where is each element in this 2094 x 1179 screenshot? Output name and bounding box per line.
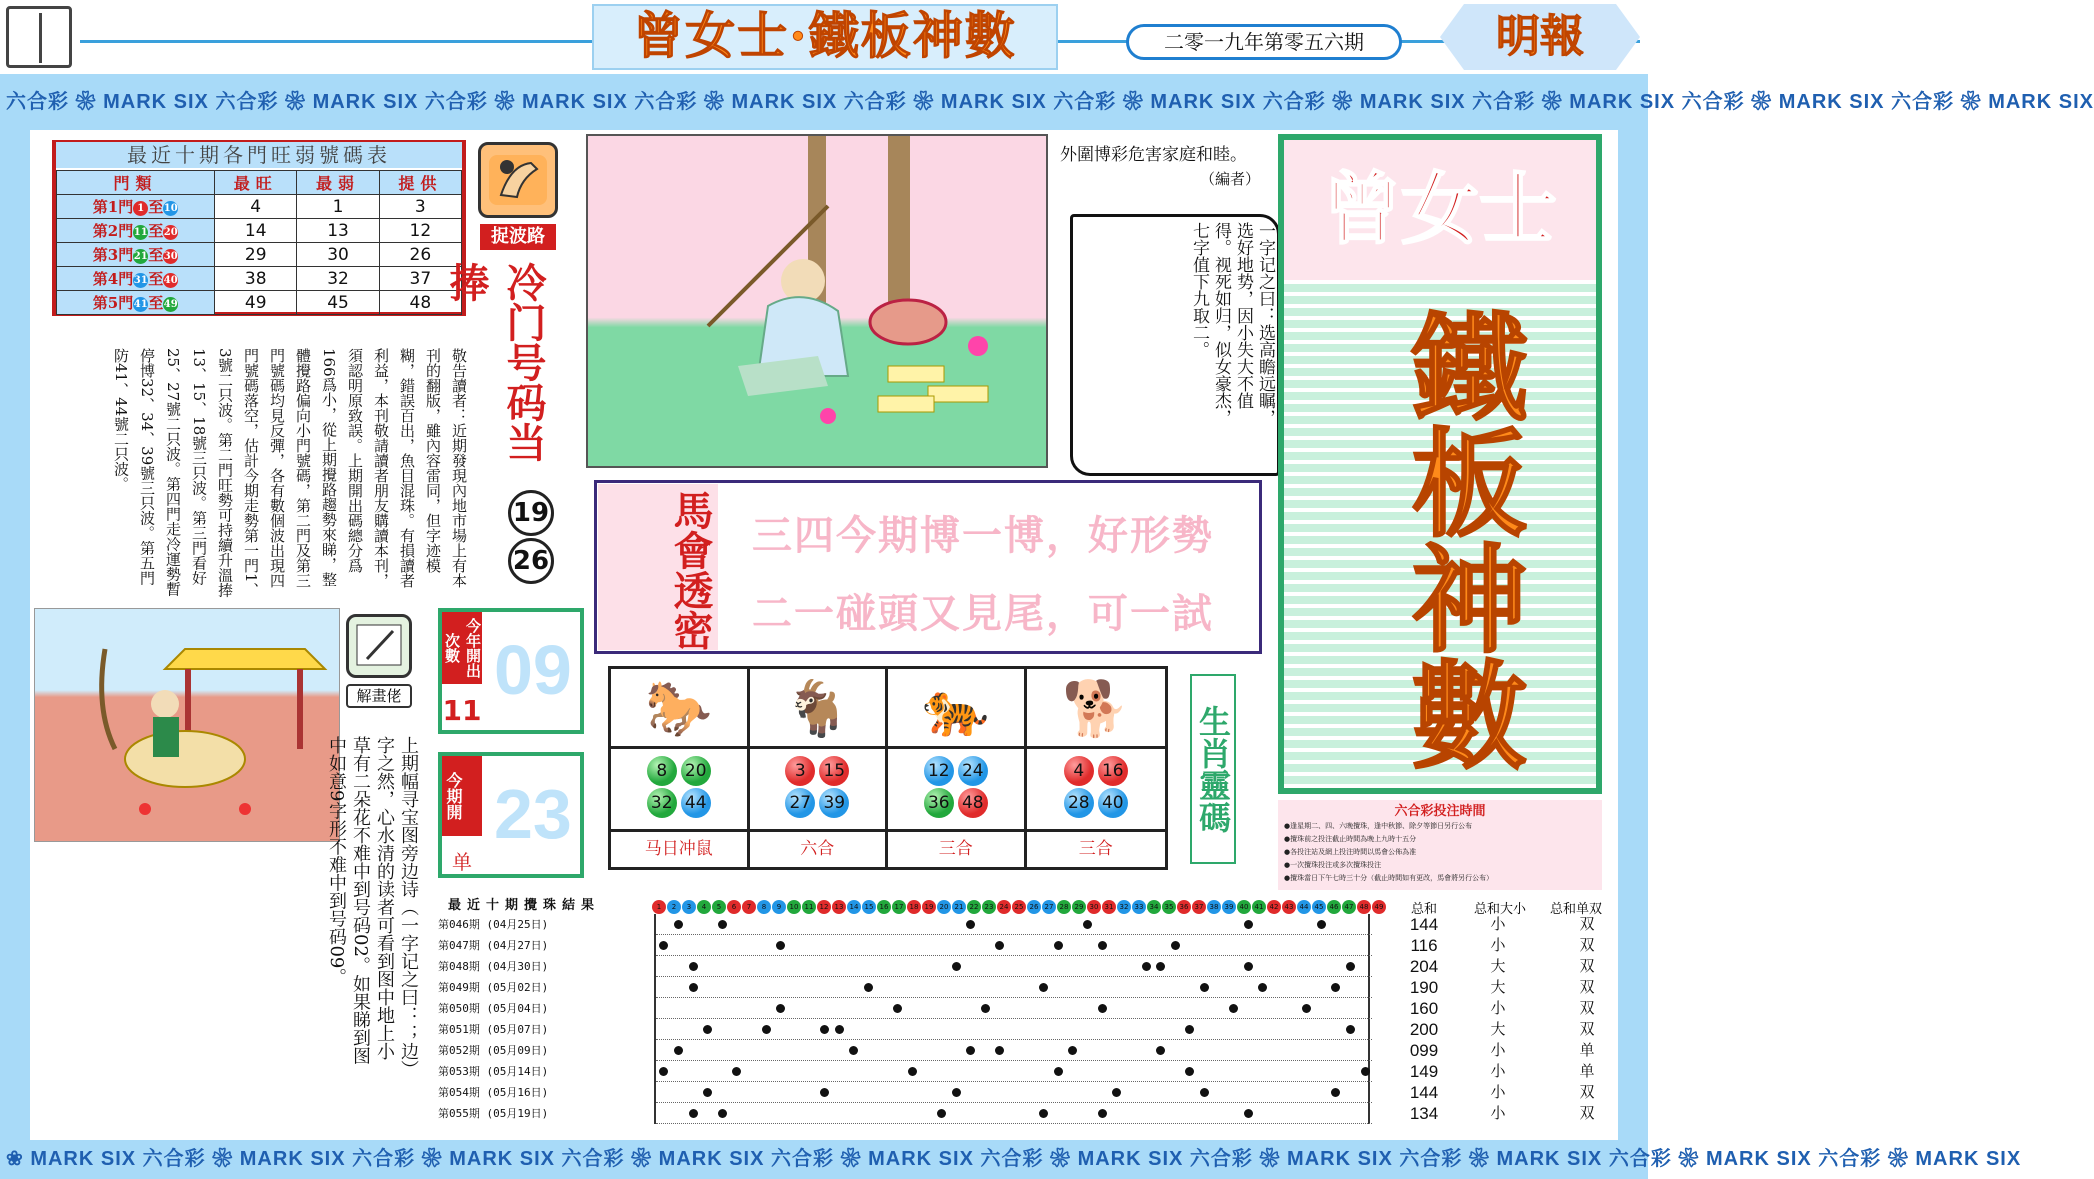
cell-offer: 26	[379, 243, 461, 267]
cell-category	[57, 219, 215, 243]
number-header-ball: 7	[742, 900, 756, 914]
result-row	[656, 1103, 1372, 1124]
category-label: 第3門	[92, 246, 134, 264]
drawn-number-mark	[1346, 962, 1355, 971]
number-header-ball: 35	[1162, 900, 1176, 914]
zodiac-balls	[1056, 749, 1136, 829]
result-row	[656, 998, 1372, 1019]
schedule-note: ●攪珠當日下午七時三十分（截止時間如有更改，馬會將另行公布）	[1284, 874, 1494, 882]
result-odd-even: 双	[1579, 978, 1595, 996]
category-label: 第4門	[92, 270, 134, 288]
drawn-number-mark	[966, 1046, 975, 1055]
number-ball: 36	[924, 788, 954, 818]
result-issue-label: 第049期 (05月02日)	[438, 981, 549, 994]
cell-offer: 12	[379, 219, 461, 243]
drawn-number-mark	[995, 941, 1004, 950]
result-row	[656, 1061, 1372, 1082]
number-header-ball: 45	[1312, 900, 1326, 914]
count-issue-sub: 单	[452, 850, 472, 874]
drawn-number-mark	[674, 920, 683, 929]
number-header-ball: 2	[667, 900, 681, 914]
drawn-number-mark	[1054, 941, 1063, 950]
number-header-ball: 41	[1252, 900, 1266, 914]
zodiac-footer: 三合	[888, 829, 1024, 867]
table-row	[57, 291, 462, 315]
range-ball: 20	[163, 226, 178, 238]
result-size: 大	[1490, 957, 1506, 975]
hand-icon	[478, 142, 558, 218]
result-size: 小	[1490, 999, 1506, 1017]
mark-six-strip-bottom	[0, 1140, 2022, 1179]
result-row	[656, 935, 1372, 956]
number-ball: 4	[1064, 756, 1094, 786]
number-header-ball: 39	[1222, 900, 1236, 914]
drawn-number-mark	[732, 1067, 741, 1076]
number-ball: 32	[647, 788, 677, 818]
number-header-ball: 36	[1177, 900, 1191, 914]
number-ball: 24	[958, 756, 988, 786]
cell-cold: 1	[297, 195, 379, 219]
result-sum: 099	[1409, 1041, 1439, 1060]
number-header-ball: 6	[727, 900, 741, 914]
cell-cold: 45	[297, 291, 379, 315]
drawn-number-mark	[776, 1004, 785, 1013]
result-odd-even: 双	[1579, 1104, 1595, 1122]
result-odd-even: 双	[1579, 957, 1595, 975]
scene-illustration-1	[586, 134, 1048, 468]
number-header-ball: 21	[952, 900, 966, 914]
result-row	[656, 977, 1372, 998]
drawn-number-mark	[995, 1046, 1004, 1055]
result-issue-label: 第054期 (05月16日)	[438, 1086, 549, 1099]
number-header-ball: 10	[787, 900, 801, 914]
number-header-ball: 22	[967, 900, 981, 914]
cell-hot: 14	[215, 219, 297, 243]
cell-hot: 29	[215, 243, 297, 267]
drawn-number-mark	[1156, 962, 1165, 971]
result-sum: 190	[1409, 978, 1439, 997]
number-header-ball: 4	[697, 900, 711, 914]
drawn-number-mark	[1068, 1046, 1077, 1055]
result-issue-label: 第055期 (05月19日)	[438, 1107, 549, 1120]
number-header-ball: 11	[802, 900, 816, 914]
number-header-ball: 27	[1042, 900, 1056, 914]
drawn-number-mark	[1346, 1025, 1355, 1034]
number-ball: 39	[819, 788, 849, 818]
book-icon	[6, 6, 72, 68]
zodiac-balls	[639, 749, 719, 829]
schedule-note: ●一次攪珠投注或多次攪珠投注	[1284, 861, 1382, 869]
range-ball: 10	[163, 202, 178, 214]
zodiac-tiger	[888, 669, 1027, 867]
drawn-number-mark	[659, 941, 668, 950]
result-sum: 204	[1409, 957, 1439, 976]
drawn-number-mark	[952, 1088, 961, 1097]
drawn-number-mark	[1039, 1109, 1048, 1118]
drawn-number-mark	[937, 1109, 946, 1118]
count-issue-label	[442, 756, 482, 836]
zhuobolu-label: 捉波路	[480, 224, 556, 250]
number-header-ball: 42	[1267, 900, 1281, 914]
number-header-ball: 23	[982, 900, 996, 914]
right-title-text: 鐵板神數	[1392, 307, 1528, 771]
schedule-title: 六合彩投注時間	[1394, 804, 1486, 819]
col-header-size: 总和大小	[1473, 902, 1526, 917]
jiehualao-text: 上期幅寻宝图旁边诗（一字记之曰：；边）字之然，心水清的读者可看到图中地上小草有二朵花不难中到号码02。如果睇到图中如意9字形不难中到号码09。	[326, 736, 419, 1069]
cell-offer: 3	[379, 195, 461, 219]
number-header-ball: 43	[1282, 900, 1296, 914]
result-size: 小	[1490, 936, 1506, 954]
result-odd-even: 双	[1579, 999, 1595, 1017]
zodiac-balls	[916, 749, 996, 829]
result-row	[656, 956, 1372, 977]
number-header-ball: 16	[877, 900, 891, 914]
cell-category	[57, 195, 215, 219]
jiehualao-label: 解畫佬	[346, 684, 412, 708]
number-ball: 12	[924, 756, 954, 786]
number-header-ball: 9	[772, 900, 786, 914]
mahui-line-2: 二一碰頭又見尾，可一試	[752, 590, 1214, 637]
results-grid	[654, 914, 1370, 1124]
results-title: 最近十期攪珠結果	[448, 898, 601, 913]
poem-text: 一字记之曰：选高瞻远瞩，选好地势，因小失大不值得。视死如归，似女豪杰，七字值下九取二。	[1189, 222, 1275, 426]
number-header-ball: 37	[1192, 900, 1206, 914]
drawn-number-mark	[718, 920, 727, 929]
page-title: 曾女士·鐵板神數	[633, 6, 1017, 65]
drawn-number-mark	[689, 1109, 698, 1118]
number-header-ball: 49	[1372, 900, 1386, 914]
results-number-header	[652, 894, 1384, 912]
drawn-number-mark	[1244, 1109, 1253, 1118]
tiger-icon: 🐅	[888, 669, 1024, 749]
drawn-number-mark	[689, 983, 698, 992]
range-ball: 11	[133, 226, 148, 238]
number-header-ball: 13	[832, 900, 846, 914]
drawn-number-mark	[1098, 1004, 1107, 1013]
range-ball: 1	[133, 201, 148, 216]
zodiac-footer: 马日冲鼠	[611, 829, 747, 867]
mahui-line-1: 三四今期博一博，好形勢	[752, 512, 1214, 559]
cell-cold: 13	[297, 219, 379, 243]
drawn-number-mark	[659, 1067, 668, 1076]
result-sum: 149	[1409, 1062, 1439, 1081]
result-size: 大	[1490, 1020, 1506, 1038]
zodiac-side-label-box	[1190, 674, 1236, 864]
number-ball: 8	[647, 756, 677, 786]
result-sum: 116	[1410, 936, 1438, 955]
number-ball: 44	[681, 788, 711, 818]
drawn-number-mark	[1054, 1067, 1063, 1076]
number-header-ball: 34	[1147, 900, 1161, 914]
zodiac-horse	[611, 669, 750, 867]
number-ball: 20	[681, 756, 711, 786]
result-issue-label: 第053期 (05月14日)	[438, 1065, 549, 1078]
result-odd-even: 双	[1579, 1083, 1595, 1101]
drawn-number-mark	[1142, 962, 1151, 971]
goat-icon: 🐐	[750, 669, 886, 749]
result-size: 大	[1490, 978, 1506, 996]
number-header-ball: 44	[1297, 900, 1311, 914]
number-header-ball: 30	[1087, 900, 1101, 914]
drawn-number-mark	[703, 1088, 712, 1097]
number-header-ball: 20	[937, 900, 951, 914]
number-header-ball: 47	[1342, 900, 1356, 914]
range-ball: 40	[163, 274, 178, 286]
mahui-label: 馬會透密	[667, 490, 714, 650]
poem-editor: （編者）	[1200, 170, 1261, 188]
drawn-number-mark	[908, 1067, 917, 1076]
drawn-number-mark	[1258, 983, 1267, 992]
cell-hot: 4	[215, 195, 297, 219]
drawn-number-mark	[1331, 1088, 1340, 1097]
number-header-ball: 3	[682, 900, 696, 914]
result-issue-label: 第047期 (04月27日)	[438, 939, 549, 952]
result-issue-label: 第046期 (04月25日)	[438, 918, 549, 931]
drawn-number-mark	[1185, 1025, 1194, 1034]
drawn-number-mark	[1171, 941, 1180, 950]
number-header-ball: 40	[1237, 900, 1251, 914]
drawn-number-mark	[1229, 1004, 1238, 1013]
number-ball: 3	[785, 756, 815, 786]
range-ball: 21	[133, 250, 148, 262]
zodiac-footer: 三合	[1027, 829, 1165, 867]
count-year-number: 09	[494, 631, 572, 709]
result-issue-label: 第050期 (05月04日)	[438, 1002, 549, 1015]
range-separator: 至	[148, 222, 164, 240]
schedule-note: ●各投注站及網上投注時間以馬會公佈為准	[1284, 848, 1417, 856]
range-ball: 41	[133, 298, 148, 310]
drawn-number-mark	[835, 1025, 844, 1034]
number-header-ball: 8	[757, 900, 771, 914]
number-ball: 27	[785, 788, 815, 818]
drawn-number-mark	[703, 1025, 712, 1034]
result-issue-label: 第051期 (05月07日)	[438, 1023, 549, 1036]
drawn-number-mark	[718, 1109, 727, 1118]
number-header-ball: 24	[997, 900, 1011, 914]
count-year-label-text: 今年開出次數	[443, 618, 482, 678]
drawn-number-mark	[1244, 920, 1253, 929]
number-header-ball: 38	[1207, 900, 1221, 914]
schedule-note: ●逢星期二、四、六晚攪珠，逢中秋節、除夕等節日另行公布	[1284, 822, 1473, 830]
cell-cold: 30	[297, 243, 379, 267]
drawn-number-mark	[1331, 983, 1340, 992]
drawn-number-mark	[981, 1004, 990, 1013]
cell-category	[57, 243, 215, 267]
drawn-number-mark	[1039, 983, 1048, 992]
right-title-name: 曾女士	[1322, 164, 1557, 255]
number-header-ball: 32	[1117, 900, 1131, 914]
zhuobolu-number: 19	[508, 490, 554, 536]
range-ball: 30	[163, 250, 178, 262]
result-sum: 144	[1409, 915, 1439, 934]
result-size: 小	[1490, 1062, 1506, 1080]
drawn-number-mark	[1098, 941, 1107, 950]
number-ball: 48	[958, 788, 988, 818]
result-odd-even: 双	[1579, 1020, 1595, 1038]
poem-caption: 外圍博彩危害家庭和睦。	[1060, 145, 1247, 165]
drawn-number-mark	[1083, 920, 1092, 929]
range-separator: 至	[148, 246, 164, 264]
number-header-ball: 17	[892, 900, 906, 914]
col-header: 提供	[379, 171, 461, 195]
range-separator: 至	[148, 198, 164, 216]
number-ball: 16	[1098, 756, 1128, 786]
drawn-number-mark	[966, 920, 975, 929]
category-label: 第2門	[92, 222, 134, 240]
result-row	[656, 1040, 1372, 1061]
number-header-ball: 1	[652, 900, 666, 914]
drawn-number-mark	[776, 941, 785, 950]
category-label: 第5門	[92, 294, 134, 312]
drawn-number-mark	[1200, 983, 1209, 992]
number-header-ball: 28	[1057, 900, 1071, 914]
result-sum: 160	[1409, 999, 1439, 1018]
number-ball: 40	[1098, 788, 1128, 818]
count-issue-label-text: 今期開	[444, 772, 463, 820]
number-header-ball: 31	[1102, 900, 1116, 914]
cell-category	[57, 267, 215, 291]
drawn-number-mark	[1317, 920, 1326, 929]
result-sum: 144	[1409, 1083, 1439, 1102]
drawn-number-mark	[1112, 1088, 1121, 1097]
strip-text: ❀ MARK SIX 六合彩 ❀ MARK SIX 六合彩 ❀ MARK SIX 六合彩 ❀ MARK SIX 六合彩 ❀ MARK SIX 六合彩 ❀ MARK SIX 六合彩 ❀ MARK SIX 六合彩 ❀ MARK SIX 六合彩 ❀ MARK SIX 六合彩 ❀ MARK SIX	[6, 1148, 2022, 1170]
schedule-note: ●攪珠前之投注截止時間為晚上九時十五分	[1284, 835, 1417, 843]
horse-icon: 🐎	[611, 669, 747, 749]
dog-icon: 🐕	[1027, 669, 1165, 749]
hot-cold-table	[56, 170, 462, 315]
table-row	[57, 219, 462, 243]
result-size: 小	[1490, 1104, 1506, 1122]
cell-hot: 38	[215, 267, 297, 291]
range-ball: 49	[163, 298, 178, 310]
number-header-ball: 12	[817, 900, 831, 914]
table-header-row	[57, 171, 462, 195]
result-size: 小	[1490, 915, 1506, 933]
notice-text: 敬告讀者：近期發現內地市場上有本刊的翻版，雖內容雷同，但字迹模糊，錯誤百出，魚目混珠。有損讀者利益，本刊敬請讀者朋友購讀本刊，須認明原致誤。上期開出碼總分爲166爲小，從上期攪路趨勢來睇，整體攪路偏向小門號碼，第二門及第三門號碼均見反彈，各有數個波出現四門號碼落空，估計今期走勢第一門1、3號二只波。第二門旺勢可持續升溫捧13、15、18號三只波。第三門看好25、27號二只波。第四門走冷運勢暫停博32、34、39號三只波。第五門防41、44號二只波。	[112, 348, 468, 598]
cell-offer: 37	[379, 267, 461, 291]
number-header-ball: 29	[1072, 900, 1086, 914]
result-odd-even: 单	[1579, 1062, 1595, 1080]
zodiac-balls	[777, 749, 857, 829]
count-issue-number: 23	[494, 775, 572, 853]
zodiac-side-label: 生肖靈碼	[1194, 705, 1232, 833]
result-issue-label: 第052期 (05月09日)	[438, 1044, 549, 1057]
drawn-number-mark	[864, 983, 873, 992]
count-year-times: 11	[442, 694, 482, 727]
drawn-number-mark	[689, 962, 698, 971]
count-year-label	[442, 612, 482, 684]
drawn-number-mark	[1302, 1004, 1311, 1013]
col-header-sum: 总和	[1410, 902, 1437, 917]
result-size: 小	[1490, 1041, 1506, 1059]
result-odd-even: 双	[1579, 936, 1595, 954]
drawn-number-mark	[952, 962, 961, 971]
number-header-ball: 46	[1327, 900, 1341, 914]
zhuobolu-number: 26	[508, 538, 554, 584]
col-header: 最弱	[297, 171, 379, 195]
result-issue-label: 第048期 (04月30日)	[438, 960, 549, 973]
frame-left	[0, 130, 30, 1140]
range-ball: 31	[133, 274, 148, 286]
category-label: 第1門	[92, 198, 134, 216]
schedule-notes	[1284, 820, 1600, 890]
pen-hand-icon	[346, 614, 412, 678]
number-ball: 15	[819, 756, 849, 786]
table-row	[57, 243, 462, 267]
number-header-ball: 26	[1027, 900, 1041, 914]
drawn-number-mark	[820, 1088, 829, 1097]
frame-right	[1618, 130, 1648, 1140]
strip-text: 六合彩 ❀ MARK SIX 六合彩 ❀ MARK SIX 六合彩 ❀ MARK SIX 六合彩 ❀ MARK SIX 六合彩 ❀ MARK SIX 六合彩 ❀ MARK SIX 六合彩 ❀ MARK SIX 六合彩 ❀ MARK SIX 六合彩 ❀ MARK SIX 六合彩 ❀ MARK SIX	[6, 91, 2094, 113]
result-row	[656, 1019, 1372, 1040]
cell-offer: 48	[379, 291, 461, 315]
mark-six-strip-top	[0, 74, 2094, 130]
number-header-ball: 15	[862, 900, 876, 914]
issue-number: 二零一九年第零五六期	[1126, 24, 1402, 60]
result-odd-even: 双	[1579, 915, 1595, 933]
drawn-number-mark	[1244, 962, 1253, 971]
result-odd-even: 单	[1579, 1041, 1595, 1059]
table-row	[57, 267, 462, 291]
result-sum: 200	[1409, 1020, 1439, 1039]
drawn-number-mark	[1098, 1109, 1107, 1118]
number-header-ball: 5	[712, 900, 726, 914]
number-header-ball: 25	[1012, 900, 1026, 914]
zodiac-footer: 六合	[750, 829, 886, 867]
col-header: 最旺	[215, 171, 297, 195]
zodiac-goat	[750, 669, 889, 867]
number-header-ball: 14	[847, 900, 861, 914]
drawn-number-mark	[893, 1004, 902, 1013]
col-header-oe: 总和单双	[1549, 902, 1602, 917]
number-header-ball: 48	[1357, 900, 1371, 914]
number-ball: 28	[1064, 788, 1094, 818]
table-row	[57, 195, 462, 219]
publisher-name: 明報	[1496, 11, 1584, 62]
result-sum: 134	[1409, 1104, 1439, 1123]
zodiac-panel	[608, 666, 1168, 870]
drawn-number-mark	[1361, 1067, 1370, 1076]
drawn-number-mark	[674, 1046, 683, 1055]
number-header-ball: 18	[907, 900, 921, 914]
number-header-ball: 19	[922, 900, 936, 914]
drawn-number-mark	[1156, 1046, 1165, 1055]
range-separator: 至	[148, 270, 164, 288]
zhuobolu-text: 冷门号码当捧	[443, 262, 547, 462]
range-separator: 至	[148, 294, 164, 312]
cell-hot: 49	[215, 291, 297, 315]
drawn-number-mark	[1185, 1067, 1194, 1076]
drawn-number-mark	[820, 1025, 829, 1034]
cell-category	[57, 291, 215, 315]
hot-cold-table-title: 最近十期各門旺弱號碼表	[56, 142, 462, 168]
result-row	[656, 1082, 1372, 1103]
zodiac-dog	[1027, 669, 1165, 867]
result-row	[656, 914, 1372, 935]
drawn-number-mark	[1200, 1088, 1209, 1097]
cell-cold: 32	[297, 267, 379, 291]
drawn-number-mark	[762, 1025, 771, 1034]
col-header: 門類	[57, 171, 215, 195]
number-header-ball: 33	[1132, 900, 1146, 914]
result-size: 小	[1490, 1083, 1506, 1101]
drawn-number-mark	[849, 1046, 858, 1055]
